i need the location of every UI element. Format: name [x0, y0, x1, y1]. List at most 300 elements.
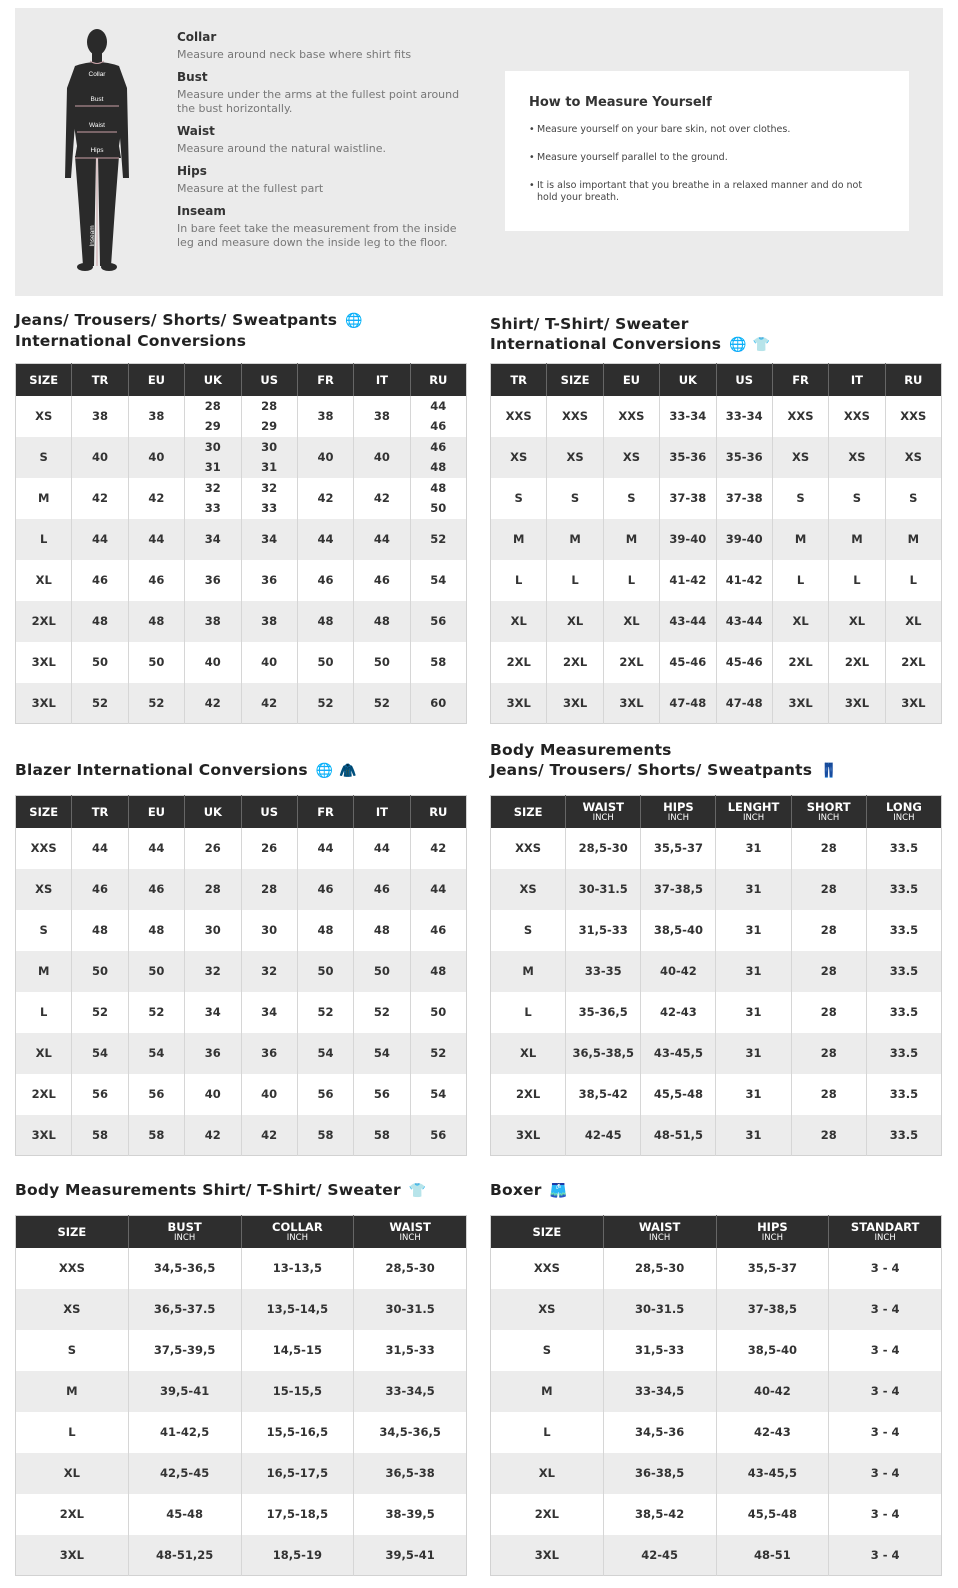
table-cell: S — [491, 1330, 604, 1371]
table-cell: 39,5-41 — [128, 1371, 241, 1412]
table-cell: XL — [491, 601, 547, 642]
table-cell: 42 — [185, 683, 241, 724]
measuring-guide — [15, 8, 943, 296]
how-to-measure-title: How to Measure Yourself — [529, 95, 712, 110]
table-row — [16, 396, 467, 437]
table-cell: 18,5-19 — [241, 1535, 354, 1576]
table-row — [16, 869, 467, 910]
column-header-label: STANDART — [850, 1219, 920, 1234]
table-row — [491, 1033, 942, 1074]
table-cell-line: 29 — [261, 419, 278, 433]
heading-line1: Body Measurements — [490, 741, 672, 759]
table-cell: 45-48 — [128, 1494, 241, 1535]
column-header — [297, 796, 353, 828]
column-header-label: RU — [429, 372, 448, 387]
table-cell: 3XL — [829, 683, 885, 724]
table-cell: 52 — [128, 683, 184, 724]
table-cell: 52 — [297, 683, 353, 724]
table-cell: 43-45,5 — [641, 1033, 716, 1074]
table-cell: 15-15,5 — [241, 1371, 354, 1412]
table-cell — [241, 478, 297, 519]
table-cell-line: 50 — [430, 501, 447, 515]
table-cell: 46 — [354, 560, 410, 601]
table-cell: M — [829, 519, 885, 560]
table-cell: 42-45 — [603, 1535, 716, 1576]
figure-label-bust: Bust — [90, 96, 104, 103]
table-cell: 40 — [72, 437, 128, 478]
heading-line2: International Conversions — [490, 335, 722, 353]
table-cell: 31 — [716, 951, 791, 992]
table-cell: 28 — [791, 992, 866, 1033]
table-cell-line: 33 — [261, 501, 278, 515]
globe-icon: 🌐 — [345, 313, 363, 329]
measure-desc: In bare feet take the measurement from the inside leg and measure down the inside leg to the floor. — [177, 222, 457, 249]
table-cell: 40 — [241, 1074, 297, 1115]
table-cell: 33.5 — [866, 951, 941, 992]
jeans-conversion-heading — [15, 310, 363, 351]
table-cell: M — [16, 478, 72, 519]
table-cell: 40 — [185, 1074, 241, 1115]
table-cell: 34,5-36 — [603, 1412, 716, 1453]
table-cell: 58 — [354, 1115, 410, 1156]
table-cell: 3 - 4 — [829, 1330, 942, 1371]
table-cell: 44 — [128, 828, 184, 869]
table-cell: M — [491, 519, 547, 560]
table-cell: 48 — [354, 601, 410, 642]
table-cell: 44 — [410, 869, 466, 910]
table-cell: 52 — [72, 992, 128, 1033]
table-cell: 45,5-48 — [716, 1494, 829, 1535]
table-cell: XS — [491, 1289, 604, 1330]
table-cell — [185, 396, 241, 437]
table-cell: 35-36,5 — [566, 992, 641, 1033]
table-row — [16, 1494, 467, 1535]
column-header — [566, 796, 641, 828]
table-header-row — [16, 364, 467, 396]
column-header-label: RU — [904, 372, 923, 387]
column-header-label: SIZE — [57, 1224, 87, 1239]
figure-label-inseam: Inseam — [89, 225, 96, 247]
table-cell: 2XL — [491, 1074, 566, 1115]
column-header — [547, 364, 603, 396]
table-cell: 28,5-30 — [566, 828, 641, 869]
table-cell: 28 — [185, 869, 241, 910]
table-cell: 44 — [297, 828, 353, 869]
blazer-conversion-table — [15, 795, 467, 1156]
table-cell: 38 — [297, 396, 353, 437]
table-cell: 50 — [297, 642, 353, 683]
table-cell: 16,5-17,5 — [241, 1453, 354, 1494]
table-cell: S — [603, 478, 659, 519]
table-row — [16, 1074, 467, 1115]
table-row — [491, 951, 942, 992]
column-header-label: SIZE — [29, 804, 59, 819]
table-cell: 36,5-38,5 — [566, 1033, 641, 1074]
table-cell: 43-44 — [660, 601, 716, 642]
measure-collar — [177, 30, 467, 62]
table-cell: 38 — [128, 396, 184, 437]
heading-line1: Shirt/ T-Shirt/ Sweater — [490, 315, 689, 333]
column-header — [241, 1216, 354, 1248]
table-cell: XL — [491, 1453, 604, 1494]
table-cell: 33-34,5 — [354, 1371, 467, 1412]
body-jeans-measurements-table — [490, 795, 942, 1156]
table-cell: 36 — [185, 560, 241, 601]
table-cell: 42 — [241, 1115, 297, 1156]
table-cell: 30-31.5 — [354, 1289, 467, 1330]
table-cell: 26 — [185, 828, 241, 869]
table-cell: 40-42 — [716, 1371, 829, 1412]
table-cell: L — [16, 1412, 129, 1453]
table-cell: 52 — [128, 992, 184, 1033]
table-cell: 50 — [297, 951, 353, 992]
column-header — [16, 796, 72, 828]
table-cell: XL — [829, 601, 885, 642]
table-cell: 33.5 — [866, 828, 941, 869]
table-cell: 40 — [185, 642, 241, 683]
table-cell-line: 46 — [430, 440, 447, 454]
tshirt-icon: 👕 — [408, 1183, 427, 1199]
column-header — [16, 1216, 129, 1248]
table-cell: 38-39,5 — [354, 1494, 467, 1535]
table-cell: 38 — [185, 601, 241, 642]
body-silhouette-figure — [63, 28, 131, 272]
column-header-label: SIZE — [513, 804, 543, 819]
table-cell: 36 — [185, 1033, 241, 1074]
table-cell-line: 32 — [261, 481, 278, 495]
table-cell: 56 — [410, 601, 466, 642]
table-cell — [241, 396, 297, 437]
table-cell: 28,5-30 — [354, 1248, 467, 1289]
table-cell-line: 30 — [261, 440, 278, 454]
table-cell: 50 — [72, 642, 128, 683]
trousers-icon: 👖 — [820, 763, 838, 779]
table-cell: 34 — [241, 519, 297, 560]
table-cell: 40-42 — [641, 951, 716, 992]
table-row — [16, 1248, 467, 1289]
table-cell: 45,5-48 — [641, 1074, 716, 1115]
table-cell: 28 — [791, 1074, 866, 1115]
column-header — [603, 1216, 716, 1248]
table-row — [16, 1115, 467, 1156]
column-header-label: IT — [375, 372, 388, 387]
column-header — [241, 796, 297, 828]
table-cell: 30-31.5 — [603, 1289, 716, 1330]
table-cell: 42-43 — [641, 992, 716, 1033]
column-header — [185, 796, 241, 828]
table-cell: 26 — [241, 828, 297, 869]
figure-label-hips: Hips — [90, 147, 104, 154]
table-cell: 33-35 — [566, 951, 641, 992]
table-cell: 35,5-37 — [641, 828, 716, 869]
body-silhouette-icon — [63, 28, 131, 272]
how-to-measure-box — [505, 71, 909, 231]
table-cell: 40 — [297, 437, 353, 478]
table-cell: 42 — [410, 828, 466, 869]
table-cell: XXS — [16, 828, 72, 869]
table-cell: 33.5 — [866, 1115, 941, 1156]
figure-label-collar: Collar — [88, 71, 106, 78]
column-header-unit: INCH — [818, 812, 840, 823]
heading-line1: Boxer — [490, 1181, 542, 1199]
column-header — [185, 364, 241, 396]
table-cell: M — [16, 1371, 129, 1412]
boxer-icon: 🩳 — [549, 1183, 568, 1199]
measure-waist — [177, 124, 467, 156]
table-cell: 46 — [354, 869, 410, 910]
table-row — [491, 601, 942, 642]
table-cell: M — [885, 519, 941, 560]
column-header — [128, 796, 184, 828]
table-cell: L — [547, 560, 603, 601]
column-header-unit: INCH — [649, 1232, 671, 1243]
column-header — [716, 796, 791, 828]
table-cell — [410, 437, 466, 478]
table-row — [16, 1535, 467, 1576]
table-cell: 45-46 — [716, 642, 772, 683]
table-cell: M — [547, 519, 603, 560]
table-cell: 33.5 — [866, 910, 941, 951]
table-cell-line: 48 — [430, 460, 447, 474]
table-cell: 2XL — [603, 642, 659, 683]
table-cell — [185, 478, 241, 519]
column-header-label: LENGHT — [727, 799, 780, 814]
table-cell: 48 — [72, 601, 128, 642]
table-cell: 37-38 — [716, 478, 772, 519]
table-row — [491, 1289, 942, 1330]
column-header-label: US — [260, 372, 278, 387]
column-header-label: US — [735, 372, 753, 387]
table-cell: 58 — [297, 1115, 353, 1156]
table-cell: 47-48 — [716, 683, 772, 724]
table-cell — [185, 437, 241, 478]
table-cell: 50 — [410, 992, 466, 1033]
table-row — [491, 992, 942, 1033]
table-cell: 54 — [354, 1033, 410, 1074]
table-cell: 28 — [791, 869, 866, 910]
table-cell: 54 — [410, 1074, 466, 1115]
table-cell: 3 - 4 — [829, 1248, 942, 1289]
measure-descriptions — [177, 30, 467, 258]
table-cell: 2XL — [829, 642, 885, 683]
table-cell: 3 - 4 — [829, 1494, 942, 1535]
table-cell: 3XL — [491, 1115, 566, 1156]
column-header-label: UK — [678, 372, 697, 387]
column-header-label: SIZE — [560, 372, 590, 387]
column-header-label: WAIST — [638, 1219, 681, 1234]
table-cell: 46 — [72, 869, 128, 910]
table-row — [491, 683, 942, 724]
column-header-label: RU — [429, 804, 448, 819]
globe-icon: 🌐 — [729, 337, 747, 353]
table-cell: 30 — [241, 910, 297, 951]
column-header — [641, 796, 716, 828]
table-cell: 38,5-40 — [641, 910, 716, 951]
measure-title: Collar — [177, 30, 217, 44]
table-cell: 2XL — [547, 642, 603, 683]
table-cell: 52 — [410, 519, 466, 560]
tshirt-icon: 👕 — [752, 337, 771, 353]
table-cell: 41-42,5 — [128, 1412, 241, 1453]
table-cell: 60 — [410, 683, 466, 724]
table-cell: 34 — [185, 519, 241, 560]
table-cell: XXS — [491, 1248, 604, 1289]
column-header — [410, 796, 466, 828]
table-cell: XL — [603, 601, 659, 642]
table-cell: 3 - 4 — [829, 1289, 942, 1330]
table-row — [16, 1330, 467, 1371]
table-cell: S — [16, 1330, 129, 1371]
table-cell: 35-36 — [660, 437, 716, 478]
measure-desc: Measure around the natural waistline. — [177, 142, 386, 155]
table-cell: 48 — [128, 601, 184, 642]
table-cell: 31 — [716, 992, 791, 1033]
table-row — [491, 478, 942, 519]
table-cell: 33.5 — [866, 1074, 941, 1115]
table-cell: 28 — [791, 910, 866, 951]
table-row — [491, 828, 942, 869]
column-header — [603, 364, 659, 396]
table-header-row — [491, 796, 942, 828]
heading-line2: Jeans/ Trousers/ Shorts/ Sweatpants — [490, 761, 813, 779]
table-row — [16, 1412, 467, 1453]
table-cell: 2XL — [16, 1494, 129, 1535]
column-header — [128, 364, 184, 396]
column-header — [772, 364, 828, 396]
table-row — [16, 1453, 467, 1494]
table-cell: XXS — [547, 396, 603, 437]
column-header-unit: INCH — [761, 1232, 783, 1243]
table-cell: M — [603, 519, 659, 560]
table-cell: 35-36 — [716, 437, 772, 478]
table-cell: 3 - 4 — [829, 1535, 942, 1576]
table-cell: 44 — [72, 519, 128, 560]
table-cell: 3XL — [603, 683, 659, 724]
table-cell: 54 — [297, 1033, 353, 1074]
table-cell: 36,5-37.5 — [128, 1289, 241, 1330]
column-header — [660, 364, 716, 396]
table-row — [491, 869, 942, 910]
table-cell: 40 — [354, 437, 410, 478]
measure-desc: Measure under the arms at the fullest point around the bust horizontally. — [177, 88, 460, 115]
table-cell: L — [491, 992, 566, 1033]
table-cell: 2XL — [885, 642, 941, 683]
table-row — [16, 828, 467, 869]
globe-icon: 🌐 — [315, 763, 334, 779]
body-shirt-heading — [15, 1180, 426, 1201]
table-cell: XXS — [885, 396, 941, 437]
table-cell: 50 — [354, 951, 410, 992]
column-header-label: EU — [147, 804, 166, 819]
column-header-label: EU — [147, 372, 166, 387]
table-cell: XS — [491, 437, 547, 478]
table-row — [491, 1494, 942, 1535]
column-header — [16, 364, 72, 396]
table-row — [16, 992, 467, 1033]
table-cell-line: 48 — [430, 481, 447, 495]
table-row — [16, 910, 467, 951]
table-cell: 2XL — [491, 1494, 604, 1535]
table-cell: XS — [829, 437, 885, 478]
column-header-label: HIPS — [663, 799, 694, 814]
table-cell: XL — [885, 601, 941, 642]
column-header — [72, 364, 128, 396]
table-cell: 42 — [185, 1115, 241, 1156]
table-cell: 2XL — [16, 1074, 72, 1115]
table-cell: XL — [772, 601, 828, 642]
table-cell: 42 — [72, 478, 128, 519]
table-row — [491, 396, 942, 437]
table-cell: XS — [603, 437, 659, 478]
column-header — [241, 364, 297, 396]
table-cell: 56 — [297, 1074, 353, 1115]
table-cell: 40 — [241, 642, 297, 683]
column-header-label: EU — [622, 372, 641, 387]
table-cell: 54 — [128, 1033, 184, 1074]
column-header — [716, 364, 772, 396]
table-cell: 28,5-30 — [603, 1248, 716, 1289]
table-cell: 58 — [128, 1115, 184, 1156]
column-header — [491, 364, 547, 396]
table-cell: 38 — [72, 396, 128, 437]
table-cell: 56 — [128, 1074, 184, 1115]
table-cell: 46 — [297, 560, 353, 601]
table-cell-line: 44 — [430, 399, 447, 413]
table-row — [491, 1535, 942, 1576]
table-cell: L — [491, 1412, 604, 1453]
table-cell: 41-42 — [660, 560, 716, 601]
table-cell-line: 30 — [204, 440, 221, 454]
table-row — [16, 437, 467, 478]
table-cell: 36 — [241, 1033, 297, 1074]
table-cell: 46 — [72, 560, 128, 601]
table-cell: S — [16, 910, 72, 951]
table-row — [491, 1412, 942, 1453]
column-header-unit: INCH — [742, 812, 765, 823]
table-cell: 54 — [72, 1033, 128, 1074]
column-header — [297, 364, 353, 396]
table-cell: 38 — [241, 601, 297, 642]
column-header-unit: INCH — [286, 1232, 308, 1243]
table-cell: 46 — [410, 910, 466, 951]
heading-line1: Blazer International Conversions — [15, 761, 308, 779]
table-row — [491, 1115, 942, 1156]
table-cell: L — [772, 560, 828, 601]
column-header-label: IT — [375, 804, 388, 819]
table-cell: XL — [16, 1033, 72, 1074]
measure-title: Hips — [177, 164, 207, 178]
table-cell: 3XL — [16, 683, 72, 724]
table-cell: 45-46 — [660, 642, 716, 683]
table-cell: 15,5-16,5 — [241, 1412, 354, 1453]
column-header-label: SHORT — [806, 799, 851, 814]
table-row — [16, 560, 467, 601]
table-cell: 17,5-18,5 — [241, 1494, 354, 1535]
table-cell: 14,5-15 — [241, 1330, 354, 1371]
table-cell: 34 — [185, 992, 241, 1033]
measure-inseam — [177, 204, 467, 250]
table-cell: 28 — [791, 951, 866, 992]
table-cell: 56 — [72, 1074, 128, 1115]
table-cell: 30-31.5 — [566, 869, 641, 910]
table-cell: 42 — [354, 478, 410, 519]
table-cell: 3 - 4 — [829, 1371, 942, 1412]
table-cell: 43-45,5 — [716, 1453, 829, 1494]
table-cell: XXS — [829, 396, 885, 437]
table-cell: 48 — [128, 910, 184, 951]
column-header — [491, 1216, 604, 1248]
table-cell: 28 — [241, 869, 297, 910]
